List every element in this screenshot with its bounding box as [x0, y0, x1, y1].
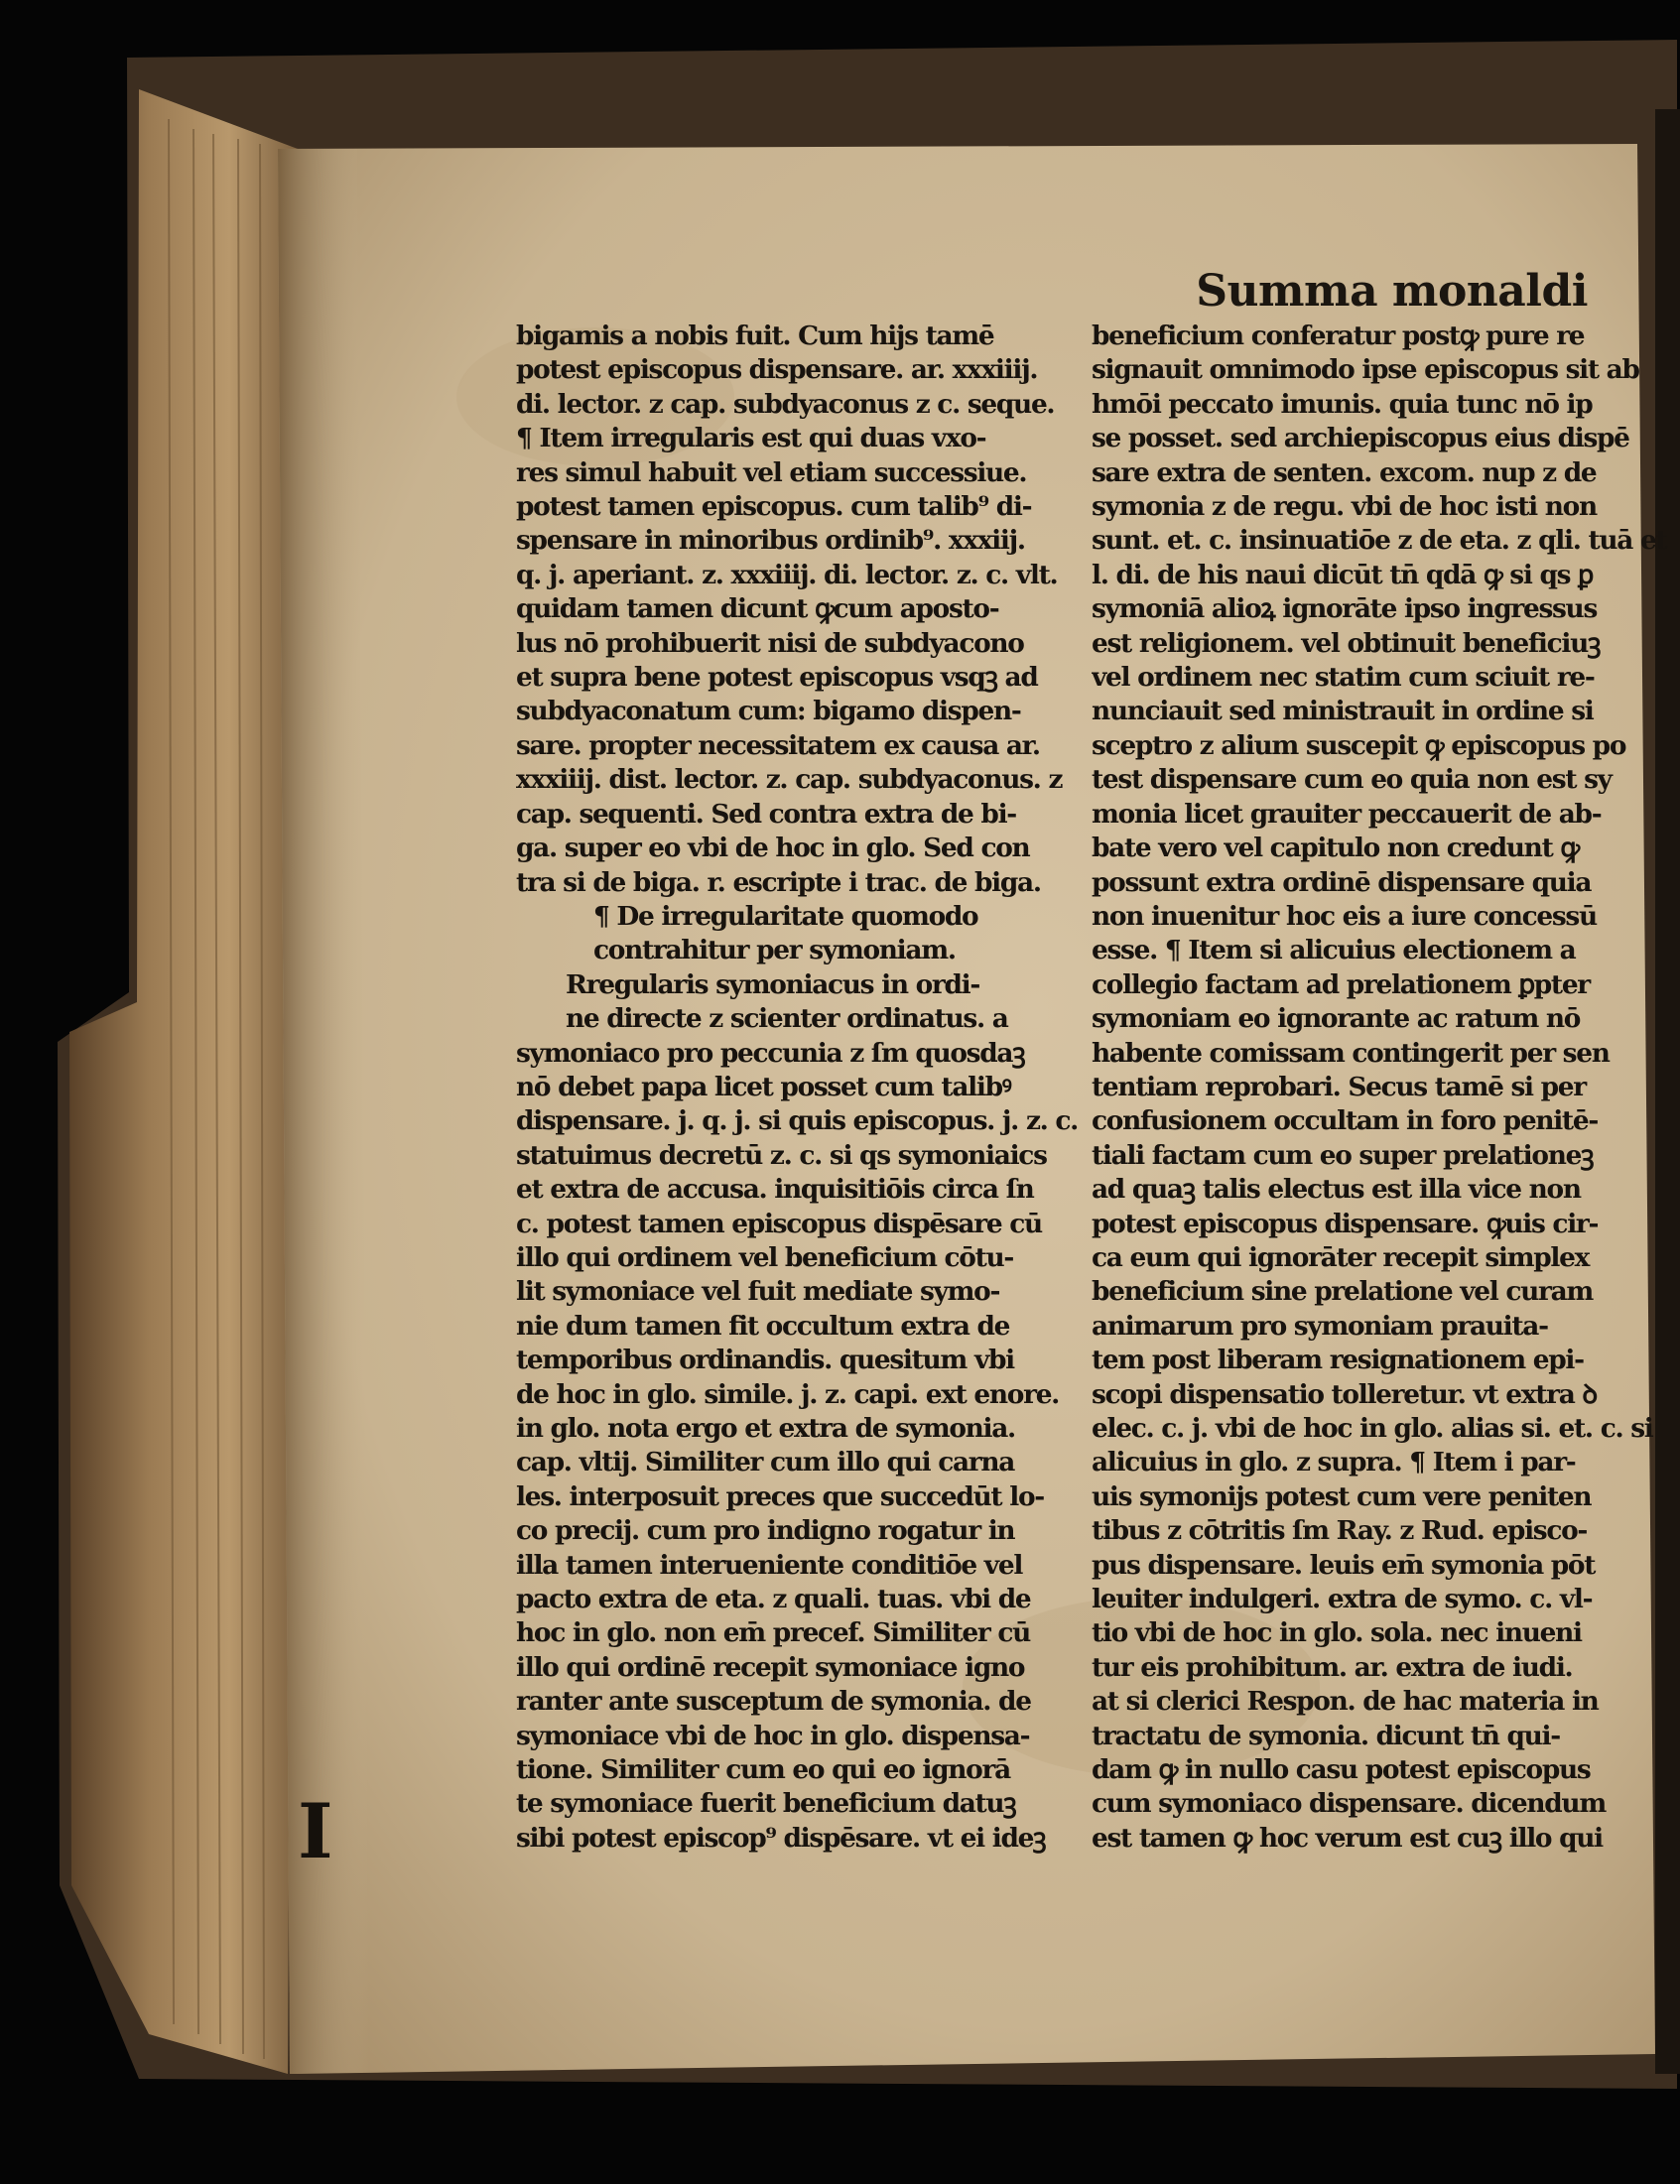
text-line: test dispensare cum eo quia non est sy — [1092, 764, 1612, 796]
text-line: potest episcopus dispensare. ar. xxxiiij. — [516, 354, 1038, 386]
text-line: di. lector. z cap. subdyaconus z c. seque. — [516, 388, 1055, 420]
text-line: sibi potest episcop⁹ dispēsare. vt ei ideꝫ — [516, 1822, 1046, 1854]
text-line: te symoniace fuerit beneficium datuꝫ — [516, 1788, 1016, 1820]
text-line: subdyaconatum cum: bigamo dispen- — [516, 696, 1021, 727]
text-line: possunt extra ordinē dispensare quia — [1092, 866, 1592, 898]
text-line: symonia z de regu. vbi de hoc isti non — [1092, 491, 1597, 523]
drop-capital: I — [298, 1787, 333, 1875]
text-line: sunt. et. c. insinuatiōe z de eta. z qli. tuā et — [1092, 525, 1667, 557]
text-line: elec. c. j. vbi de hoc in glo. alias si. et. c. si — [1092, 1413, 1653, 1444]
text-line: illo qui ordinem vel beneficium cōtu- — [516, 1241, 1014, 1273]
text-line: tractatu de symonia. dicunt tn̄ qui- — [1092, 1720, 1560, 1751]
text-line: beneficium conferatur postꝙ pure re — [1092, 321, 1585, 351]
text-line: ¶ Item irregularis est qui duas vxo- — [516, 423, 986, 454]
text-line: symoniace vbi de hoc in glo. dispensa- — [516, 1720, 1030, 1751]
text-line: dam ꝙ in nullo casu potest episcopus — [1092, 1754, 1591, 1786]
text-line: leuiter indulgeri. extra de symo. c. vl- — [1092, 1584, 1593, 1615]
text-line: signauit omnimodo ipse episcopus sit ab — [1092, 354, 1639, 386]
text-line: bate vero vel capitulo non credunt ꝙ — [1092, 833, 1579, 864]
text-line: co precij. cum pro indigno rogatur in — [516, 1515, 1015, 1547]
text-line: est religionem. vel obtinuit beneficiuꝫ — [1092, 627, 1601, 659]
text-line: dispensare. j. q. j. si quis episcopus. j. z. c. — [516, 1105, 1079, 1137]
page-text — [298, 258, 1667, 1945]
text-line: pus dispensare. leuis em̄ symonia pōt — [1092, 1549, 1596, 1581]
text-line: sare. propter necessitatem ex causa ar. — [516, 729, 1040, 761]
text-line: q. j. aperiant. z. xxxiiij. di. lector. z. c. vlt. — [516, 559, 1058, 590]
text-line: alicuius in glo. z supra. ¶ Item i par- — [1092, 1447, 1576, 1478]
text-line: esse. ¶ Item si alicuius electionem a — [1092, 935, 1576, 966]
text-line: xxxiiij. dist. lector. z. cap. subdyaconus. z — [516, 764, 1063, 796]
text-line: tibus z cōtritis ſm Ray. z Rud. episco- — [1092, 1515, 1588, 1547]
text-line: habente comissam contingerit per sen — [1092, 1037, 1610, 1069]
text-line: beneficium sine prelatione vel curam — [1092, 1276, 1594, 1308]
text-line: et supra bene potest episcopus vsqꝫ ad — [516, 662, 1038, 694]
text-line: sceptro z alium suscepit ꝙ episcopus po — [1092, 729, 1626, 761]
text-line: statuimus decretū z. c. si qs symoniaics — [516, 1139, 1047, 1171]
text-line: tur eis prohibitum. ar. extra de iudi. — [1092, 1651, 1573, 1683]
text-line: les. interposuit preces que succedūt lo- — [516, 1480, 1044, 1512]
text-line: tem post liberam resignationem epi- — [1092, 1345, 1584, 1376]
text-line: de hoc in glo. simile. j. z. capi. ext enore. — [516, 1378, 1060, 1410]
text-line: nunciauit sed ministrauit in ordine si — [1092, 696, 1594, 727]
text-line: et extra de accusa. inquisitiōis circa ſn — [516, 1174, 1034, 1206]
text-line: tentiam reprobari. Secus tamē si per — [1092, 1071, 1586, 1102]
text-line: animarum pro symoniam prauita- — [1092, 1310, 1548, 1342]
text-line: collegio factam ad prelationem ꝑpter — [1092, 968, 1590, 1000]
section-heading: ¶ De irregularitate quomodo — [593, 900, 978, 932]
text-line: confusionem occultam in foro penitē- — [1092, 1105, 1598, 1137]
text-line: in glo. nota ergo et extra de symonia. — [516, 1413, 1015, 1444]
text-line: potest episcopus dispensare. ꝙuis cir- — [1092, 1208, 1599, 1239]
text-line: cum symoniaco dispensare. dicendum — [1092, 1788, 1606, 1820]
text-line: l. di. de his naui dicūt tn̄ qdā ꝙ si qs ꝑ — [1092, 559, 1594, 590]
text-line: lit symoniace vel fuit mediate symo- — [516, 1276, 1000, 1308]
text-line: ga. super eo vbi de hoc in glo. Sed con — [516, 833, 1030, 864]
text-line: bigamis a nobis fuit. Cum hijs tamē — [516, 321, 994, 351]
text-line: tione. Similiter cum eo qui eo ignorā — [516, 1754, 1010, 1786]
text-line: se posset. sed archiepiscopus eius dispē — [1092, 423, 1629, 454]
text-line: temporibus ordinandis. quesitum vbi — [516, 1345, 1014, 1376]
text-line: hmōi peccato imunis. quia tunc nō ip — [1092, 388, 1593, 420]
text-line: ca eum qui ignorāter recepit simplex — [1092, 1241, 1590, 1273]
text-line: cap. vltij. Similiter cum illo qui carna — [516, 1447, 1015, 1478]
text-line: at si clerici Respon. de hac materia in — [1092, 1686, 1599, 1718]
text-line: est tamen ꝙ hoc verum est cuꝫ illo qui — [1092, 1822, 1603, 1854]
text-line: illo qui ordinē recepit symoniace igno — [516, 1651, 1025, 1683]
text-line: uis symonijs potest cum vere peniten — [1092, 1480, 1592, 1512]
text-line: spensare in minoribus ordinib⁹. xxxiij. — [516, 525, 1025, 557]
text-line: symoniā alioꝝ ignorāte ipso ingressus — [1092, 593, 1597, 625]
text-line: tra si de biga. r. escripte i trac. de biga. — [516, 866, 1041, 898]
text-column-left — [516, 320, 1111, 1856]
text-line: ad quaꝫ talis electus est illa vice non — [1092, 1174, 1581, 1206]
text-line: non inuenitur hoc eis a iure concessū — [1092, 900, 1597, 932]
text-line: sare extra de senten. excom. nup z de — [1092, 456, 1597, 488]
text-line: cap. sequenti. Sed contra extra de bi- — [516, 798, 1016, 830]
text-line: hoc in glo. non em̄ precef. Similiter cū — [516, 1617, 1031, 1649]
running-head: Summa monaldi — [1196, 266, 1588, 317]
text-line: ranter ante susceptum de symonia. de — [516, 1686, 1031, 1718]
text-line: tio vbi de hoc in glo. sola. nec inueni — [1092, 1617, 1582, 1649]
text-line: pacto extra de eta. z quali. tuas. vbi de — [516, 1584, 1031, 1615]
text-line: vel ordinem nec statim cum sciuit re- — [1092, 662, 1595, 694]
text-line: lus nō prohibuerit nisi de subdyacono — [516, 627, 1024, 659]
text-line: nie dum tamen fit occultum extra de — [516, 1310, 1010, 1342]
text-line: ne directe z scienter ordinatus. a — [566, 1003, 1008, 1035]
text-line: symoniaco pro peccunia z ſm quosdaꝫ — [516, 1037, 1025, 1069]
text-line: quidam tamen dicunt ꝙcum aposto- — [516, 593, 999, 625]
text-line: Rregularis symoniacus in ordi- — [566, 968, 980, 1000]
text-line: illa tamen interueniente conditiōe vel — [516, 1549, 1023, 1581]
text-line: potest tamen episcopus. cum talib⁹ di- — [516, 491, 1032, 523]
text-line: res simul habuit vel etiam successiue. — [516, 456, 1027, 488]
text-line: tiali factam cum eo super prelationeꝫ — [1092, 1139, 1594, 1171]
text-line: scopi dispensatio tolleretur. vt extra ꝺ — [1092, 1378, 1597, 1410]
text-line: monia licet grauiter peccauerit de ab- — [1092, 798, 1602, 830]
section-heading: contrahitur per symoniam. — [593, 935, 956, 966]
text-line: nō debet papa licet posset cum talibꝰ — [516, 1071, 1011, 1102]
text-column-right — [1092, 320, 1680, 1856]
text-line: symoniam eo ignorante ac ratum nō — [1092, 1003, 1581, 1035]
text-line: c. potest tamen episcopus dispēsare cū — [516, 1208, 1042, 1239]
